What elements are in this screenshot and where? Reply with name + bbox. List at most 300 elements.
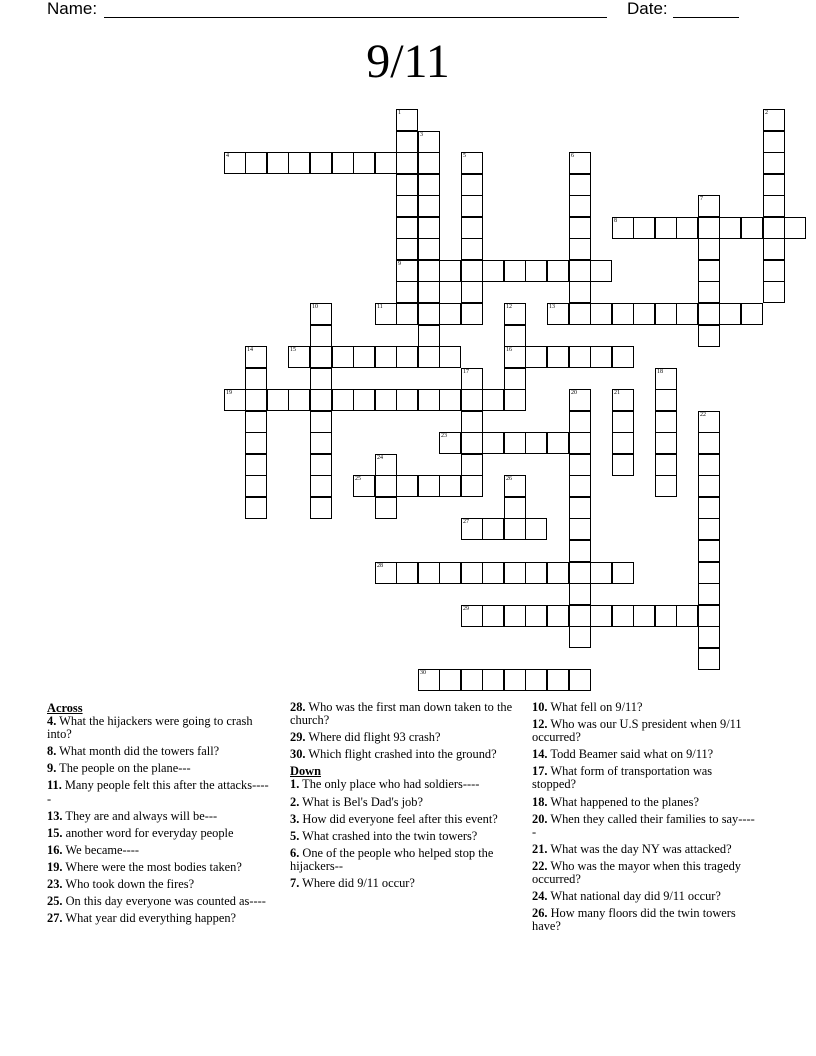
grid-cell[interactable] (418, 217, 440, 239)
clue-number: 6 (571, 153, 574, 159)
clue-number: 7 (700, 196, 703, 202)
grid-cell[interactable] (655, 217, 677, 239)
grid-cell[interactable] (439, 346, 461, 368)
clue-item (47, 895, 272, 908)
grid-cell[interactable] (267, 152, 289, 174)
clue-item-text: We became---- (62, 842, 140, 857)
grid-cell[interactable] (310, 497, 332, 519)
grid-cell[interactable] (569, 195, 591, 217)
grid-cell[interactable] (396, 174, 418, 196)
grid-cell[interactable] (612, 454, 634, 476)
grid-cell[interactable] (612, 605, 634, 627)
grid-cell[interactable] (763, 281, 785, 303)
clue-item-text: What crashed into the twin towers? (299, 828, 478, 843)
grid-cell[interactable] (569, 497, 591, 519)
grid-cell[interactable] (245, 411, 267, 433)
grid-cell[interactable] (461, 411, 483, 433)
clues-column-3 (532, 701, 757, 937)
grid-cell[interactable] (741, 303, 763, 325)
grid-cell[interactable] (698, 217, 720, 239)
grid-cell[interactable] (763, 238, 785, 260)
grid-cell[interactable] (698, 562, 720, 584)
clue-number: 21 (614, 390, 620, 396)
grid-cell[interactable] (655, 454, 677, 476)
grid-cell[interactable] (612, 562, 634, 584)
grid-cell[interactable] (655, 432, 677, 454)
grid-cell[interactable] (612, 389, 634, 411)
grid-cell[interactable] (482, 562, 504, 584)
grid-cell[interactable] (439, 475, 461, 497)
clue-item-text: another word for everyday people (62, 825, 234, 840)
grid-cell[interactable] (353, 389, 375, 411)
grid-cell[interactable] (569, 174, 591, 196)
grid-cell[interactable] (763, 260, 785, 282)
grid-cell[interactable] (525, 260, 547, 282)
grid-cell[interactable] (461, 605, 483, 627)
grid-cell[interactable] (698, 605, 720, 627)
grid-cell[interactable] (569, 152, 591, 174)
grid-cell[interactable] (418, 195, 440, 217)
clue-item-text: What form of transportation was stopped? (532, 764, 713, 792)
clue-number: 30 (420, 670, 426, 676)
grid-cell[interactable] (504, 303, 526, 325)
grid-cell[interactable] (353, 346, 375, 368)
grid-cell[interactable] (396, 346, 418, 368)
grid-cell[interactable] (439, 260, 461, 282)
clue-number: 17 (463, 369, 469, 375)
grid-cell[interactable] (439, 389, 461, 411)
grid-cell[interactable] (655, 475, 677, 497)
grid-cell[interactable] (547, 605, 569, 627)
clue-item-text: Where did 9/11 occur? (299, 876, 415, 891)
grid-cell[interactable] (461, 454, 483, 476)
grid-cell[interactable] (590, 346, 612, 368)
clue-item (532, 860, 757, 886)
clue-item-text: Who was the first man down taken to the church? (290, 700, 513, 728)
clue-item-text: What was the day NY was attacked? (547, 841, 732, 856)
grid-cell[interactable] (504, 497, 526, 519)
grid-cell[interactable] (676, 303, 698, 325)
clue-number: 9 (398, 261, 401, 267)
grid-cell[interactable] (698, 432, 720, 454)
grid-cell[interactable] (590, 562, 612, 584)
clue-item-number: 17. (532, 764, 548, 779)
grid-cell[interactable] (439, 303, 461, 325)
grid-cell[interactable] (310, 303, 332, 325)
grid-cell[interactable] (655, 303, 677, 325)
clue-number: 19 (226, 390, 232, 396)
grid-cell[interactable] (375, 152, 397, 174)
grid-cell[interactable] (525, 346, 547, 368)
grid-cell[interactable] (633, 605, 655, 627)
grid-cell[interactable] (504, 368, 526, 390)
grid-cell[interactable] (525, 669, 547, 691)
grid-cell[interactable] (396, 303, 418, 325)
grid-cell[interactable] (418, 238, 440, 260)
grid-cell[interactable] (698, 238, 720, 260)
clue-item-text: Where did flight 93 crash? (305, 730, 441, 745)
clue-item-number: 22. (532, 858, 548, 873)
grid-cell[interactable] (569, 540, 591, 562)
puzzle-title: 9/11 (366, 35, 450, 88)
clue-item-text: Who took down the fires? (62, 877, 195, 892)
grid-cell[interactable] (461, 669, 483, 691)
grid-cell[interactable] (375, 497, 397, 519)
clue-number: 16 (506, 347, 512, 353)
clue-item-number: 3. (290, 811, 300, 826)
grid-cell[interactable] (288, 152, 310, 174)
down-heading: Down (290, 764, 321, 779)
clue-item (532, 796, 757, 809)
grid-cell[interactable] (698, 260, 720, 282)
clue-item (290, 847, 515, 873)
grid-cell[interactable] (461, 174, 483, 196)
grid-cell[interactable] (569, 454, 591, 476)
grid-cell[interactable] (418, 669, 440, 691)
grid-cell[interactable] (482, 389, 504, 411)
grid-cell[interactable] (698, 325, 720, 347)
clue-item-number: 6. (290, 845, 300, 860)
grid-cell[interactable] (396, 152, 418, 174)
clue-item-number: 26. (532, 906, 548, 921)
grid-cell[interactable] (461, 475, 483, 497)
clue-item-text: How did everyone feel after this event? (299, 811, 498, 826)
grid-cell[interactable] (676, 217, 698, 239)
clue-number: 23 (441, 433, 447, 439)
grid-cell[interactable] (353, 475, 375, 497)
grid-cell[interactable] (569, 346, 591, 368)
grid-cell[interactable] (504, 669, 526, 691)
grid-cell[interactable] (719, 217, 741, 239)
grid-cell[interactable] (612, 432, 634, 454)
grid-cell[interactable] (310, 432, 332, 454)
grid-cell[interactable] (612, 217, 634, 239)
clue-item-number: 4. (47, 714, 57, 729)
clue-item-number: 20. (532, 811, 548, 826)
clue-item-number: 14. (532, 747, 548, 762)
grid-cell[interactable] (547, 346, 569, 368)
grid-cell[interactable] (569, 389, 591, 411)
grid-cell[interactable] (525, 605, 547, 627)
clue-item (47, 844, 272, 857)
grid-cell[interactable] (418, 475, 440, 497)
grid-cell[interactable] (698, 518, 720, 540)
grid-cell[interactable] (418, 325, 440, 347)
grid-cell[interactable] (375, 475, 397, 497)
grid-cell[interactable] (655, 605, 677, 627)
grid-cell[interactable] (547, 260, 569, 282)
clue-number: 3 (420, 132, 423, 138)
clue-item-text: What the hijackers were going to crash into? (47, 714, 253, 742)
grid-cell[interactable] (375, 562, 397, 584)
grid-cell[interactable] (547, 562, 569, 584)
grid-cell[interactable] (698, 411, 720, 433)
grid-cell[interactable] (569, 626, 591, 648)
clue-item-number: 23. (47, 877, 63, 892)
clue-item-number: 21. (532, 841, 548, 856)
grid-cell[interactable] (763, 109, 785, 131)
clue-item-text: The only place who had soldiers---- (299, 777, 480, 792)
grid-cell[interactable] (676, 605, 698, 627)
grid-cell[interactable] (763, 131, 785, 153)
grid-cell[interactable] (633, 217, 655, 239)
clue-item-text: What fell on 9/11? (547, 700, 643, 714)
grid-cell[interactable] (698, 540, 720, 562)
grid-cell[interactable] (396, 238, 418, 260)
grid-cell[interactable] (569, 583, 591, 605)
grid-cell[interactable] (504, 346, 526, 368)
grid-cell[interactable] (547, 669, 569, 691)
grid-cell[interactable] (418, 281, 440, 303)
grid-cell[interactable] (763, 174, 785, 196)
date-label: Date: (627, 0, 668, 18)
grid-cell[interactable] (267, 389, 289, 411)
clue-item-number: 16. (47, 842, 63, 857)
grid-cell[interactable] (655, 411, 677, 433)
grid-cell[interactable] (504, 389, 526, 411)
grid-cell[interactable] (461, 238, 483, 260)
grid-cell[interactable] (569, 238, 591, 260)
grid-cell[interactable] (375, 454, 397, 476)
grid-cell[interactable] (612, 346, 634, 368)
grid-cell[interactable] (655, 389, 677, 411)
clue-item-number: 15. (47, 825, 63, 840)
grid-cell[interactable] (461, 195, 483, 217)
grid-cell[interactable] (245, 432, 267, 454)
grid-cell[interactable] (396, 195, 418, 217)
grid-cell[interactable] (719, 303, 741, 325)
clue-item (532, 718, 757, 744)
grid-cell[interactable] (569, 562, 591, 584)
grid-cell[interactable] (698, 648, 720, 670)
grid-cell[interactable] (763, 152, 785, 174)
grid-cell[interactable] (461, 303, 483, 325)
grid-cell[interactable] (655, 368, 677, 390)
grid-cell[interactable] (245, 346, 267, 368)
clue-item-text: What national day did 9/11 occur? (547, 889, 721, 904)
grid-cell[interactable] (418, 152, 440, 174)
clue-item-number: 24. (532, 889, 548, 904)
grid-cell[interactable] (698, 195, 720, 217)
grid-cell[interactable] (569, 518, 591, 540)
grid-cell[interactable] (461, 518, 483, 540)
grid-cell[interactable] (396, 281, 418, 303)
grid-cell[interactable] (741, 217, 763, 239)
grid-cell[interactable] (569, 303, 591, 325)
grid-cell[interactable] (418, 562, 440, 584)
grid-cell[interactable] (461, 260, 483, 282)
grid-cell[interactable] (396, 109, 418, 131)
grid-cell[interactable] (224, 152, 246, 174)
grid-cell[interactable] (763, 195, 785, 217)
grid-cell[interactable] (461, 432, 483, 454)
grid-cell[interactable] (245, 497, 267, 519)
grid-cell[interactable] (569, 411, 591, 433)
grid-cell[interactable] (569, 260, 591, 282)
grid-cell[interactable] (418, 346, 440, 368)
grid-cell[interactable] (396, 475, 418, 497)
grid-cell[interactable] (461, 389, 483, 411)
grid-cell[interactable] (418, 389, 440, 411)
grid-cell[interactable] (461, 281, 483, 303)
grid-cell[interactable] (482, 669, 504, 691)
grid-cell[interactable] (612, 303, 634, 325)
clue-number: 5 (463, 153, 466, 159)
clue-item-number: 28. (290, 700, 306, 714)
grid-cell[interactable] (698, 497, 720, 519)
clues-column-2 (290, 701, 515, 894)
clue-item (290, 877, 515, 890)
grid-cell[interactable] (310, 411, 332, 433)
clue-item (532, 748, 757, 761)
clue-item (290, 748, 515, 761)
clue-item-text: How many floors did the twin towers have? (532, 906, 736, 934)
clue-number: 18 (657, 369, 663, 375)
grid-cell[interactable] (461, 562, 483, 584)
grid-cell[interactable] (569, 669, 591, 691)
grid-cell[interactable] (310, 475, 332, 497)
clue-number: 27 (463, 519, 469, 525)
clue-number: 8 (614, 218, 617, 224)
clue-item-text: Many people felt this after the attacks----- (47, 778, 269, 806)
clue-item (290, 778, 515, 791)
clue-item-text: The people on the plane--- (56, 761, 191, 776)
grid-cell[interactable] (547, 432, 569, 454)
grid-cell[interactable] (310, 152, 332, 174)
grid-cell[interactable] (698, 454, 720, 476)
grid-cell[interactable] (482, 605, 504, 627)
grid-cell[interactable] (396, 562, 418, 584)
grid-cell[interactable] (504, 605, 526, 627)
grid-cell[interactable] (245, 389, 267, 411)
grid-cell[interactable] (461, 368, 483, 390)
grid-cell[interactable] (310, 346, 332, 368)
grid-cell[interactable] (569, 605, 591, 627)
grid-cell[interactable] (569, 281, 591, 303)
grid-cell[interactable] (288, 389, 310, 411)
clue-item (532, 843, 757, 856)
grid-cell[interactable] (525, 562, 547, 584)
grid-cell[interactable] (439, 432, 461, 454)
grid-cell[interactable] (504, 562, 526, 584)
clue-item (532, 765, 757, 791)
clue-number: 25 (355, 476, 361, 482)
clue-item-number: 5. (290, 828, 300, 843)
clue-number: 26 (506, 476, 512, 482)
grid-cell[interactable] (245, 152, 267, 174)
grid-cell[interactable] (504, 260, 526, 282)
grid-cell[interactable] (525, 518, 547, 540)
grid-cell[interactable] (633, 303, 655, 325)
grid-cell[interactable] (698, 583, 720, 605)
grid-cell[interactable] (763, 217, 785, 239)
grid-cell[interactable] (310, 389, 332, 411)
grid-cell[interactable] (310, 368, 332, 390)
grid-cell[interactable] (482, 518, 504, 540)
name-label: Name: (47, 0, 98, 18)
grid-cell[interactable] (504, 475, 526, 497)
clue-item-text: They are and always will be--- (62, 808, 218, 823)
grid-cell[interactable] (525, 432, 547, 454)
grid-cell[interactable] (439, 669, 461, 691)
grid-cell[interactable] (504, 432, 526, 454)
grid-cell[interactable] (245, 368, 267, 390)
clue-item (290, 796, 515, 809)
grid-cell[interactable] (418, 260, 440, 282)
grid-cell[interactable] (590, 303, 612, 325)
grid-cell[interactable] (332, 389, 354, 411)
grid-cell[interactable] (396, 389, 418, 411)
grid-cell[interactable] (569, 475, 591, 497)
down-clue-list-continued (532, 701, 757, 933)
grid-cell[interactable] (332, 152, 354, 174)
grid-cell[interactable] (439, 562, 461, 584)
grid-cell[interactable] (482, 432, 504, 454)
grid-cell[interactable] (310, 325, 332, 347)
clue-item (47, 861, 272, 874)
clue-item (532, 890, 757, 903)
grid-cell[interactable] (375, 346, 397, 368)
grid-cell[interactable] (245, 475, 267, 497)
clue-number: 10 (312, 304, 318, 310)
grid-cell[interactable] (375, 303, 397, 325)
grid-cell[interactable] (698, 626, 720, 648)
grid-cell[interactable] (353, 152, 375, 174)
clue-number: 22 (700, 412, 706, 418)
clue-number: 20 (571, 390, 577, 396)
clue-item (47, 779, 272, 805)
clue-item (290, 830, 515, 843)
clue-item (290, 701, 515, 727)
clue-item-text: What month did the towers fall? (56, 744, 220, 759)
grid-cell[interactable] (612, 411, 634, 433)
grid-cell[interactable] (569, 432, 591, 454)
grid-cell[interactable] (375, 389, 397, 411)
grid-cell[interactable] (698, 303, 720, 325)
grid-cell[interactable] (784, 217, 806, 239)
grid-cell[interactable] (590, 605, 612, 627)
grid-cell[interactable] (504, 325, 526, 347)
grid-cell[interactable] (547, 303, 569, 325)
grid-cell[interactable] (418, 303, 440, 325)
grid-cell[interactable] (461, 217, 483, 239)
grid-cell[interactable] (590, 260, 612, 282)
clue-item (47, 827, 272, 840)
grid-cell[interactable] (504, 518, 526, 540)
grid-cell[interactable] (396, 217, 418, 239)
grid-cell[interactable] (332, 346, 354, 368)
grid-cell[interactable] (698, 281, 720, 303)
grid-cell[interactable] (396, 131, 418, 153)
grid-cell[interactable] (418, 174, 440, 196)
grid-cell[interactable] (396, 260, 418, 282)
grid-cell[interactable] (224, 389, 246, 411)
grid-cell[interactable] (461, 152, 483, 174)
grid-cell[interactable] (245, 454, 267, 476)
across-clue-list-continued (290, 701, 515, 761)
grid-cell[interactable] (288, 346, 310, 368)
grid-cell[interactable] (310, 454, 332, 476)
clues-column-1 (47, 701, 272, 929)
clue-item-number: 29. (290, 730, 306, 745)
grid-cell[interactable] (569, 217, 591, 239)
grid-cell[interactable] (482, 260, 504, 282)
clue-number: 11 (377, 304, 383, 310)
clue-number: 24 (377, 455, 383, 461)
grid-cell[interactable] (698, 475, 720, 497)
clue-item-text: What year did everything happen? (62, 911, 237, 926)
grid-cell[interactable] (418, 131, 440, 153)
